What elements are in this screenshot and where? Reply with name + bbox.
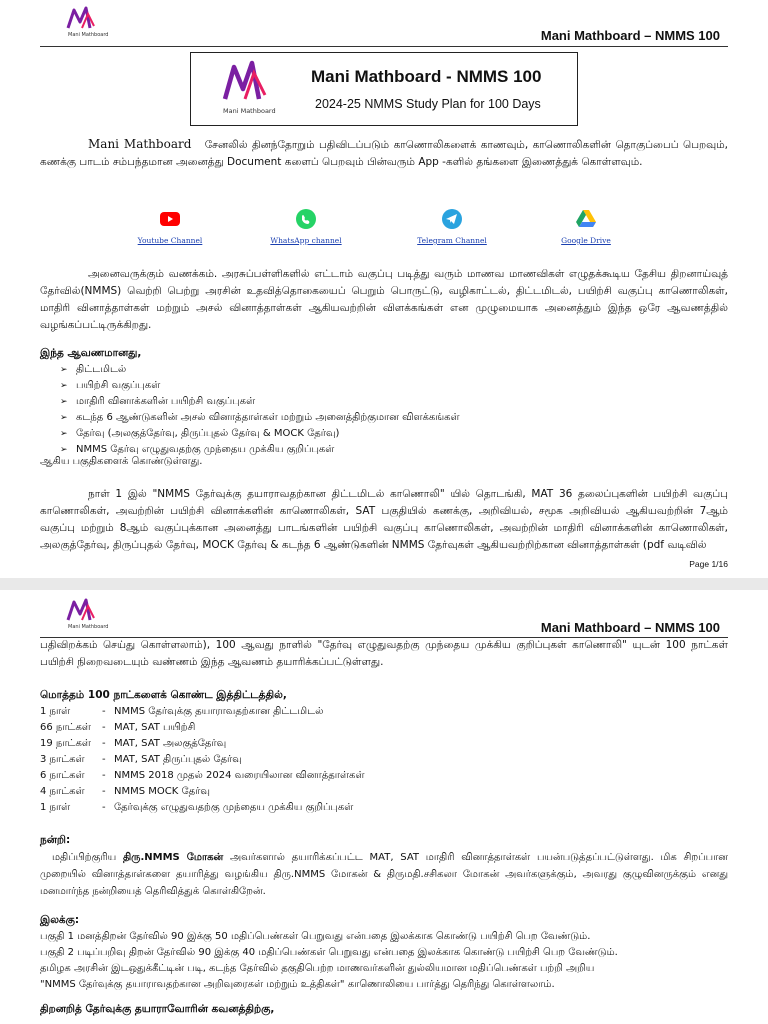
schedule-row: 4 நாட்கள் - NMMS MOCK தேர்வு — [40, 786, 210, 797]
header-divider — [40, 46, 728, 47]
list-item: ➢ பயிற்சி வகுப்புகள் — [60, 378, 460, 394]
title-box — [190, 52, 578, 126]
list-item: ➢ மாதிரி வினாக்களின் பயிற்சி வகுப்புகள் — [60, 394, 460, 410]
day-plan-paragraph: நாள் 1 இல் "NMMS தேர்வுக்கு தயாராவதற்கான திட்டமிடல் காணொலி" யில் தொடங்கி, MAT 36 தலைப்புகளின் பயிற்சி வகுப்பு காணொலிகள், அவற்றின் பயிற்சி வினாக்களின் காணொலிகள், SAT பகுதியில் கணக்கு, அறிவியல், சமூக அறிவியல் ஆகியவற்றின் 7ஆம் வகுப்பு மற்றும் 8ஆம் வகுப்புக்கான அனைத்து பாடங்களின் பயிற்சி வகுப்பு காணொலிகள், அவற்றின் மாதிரி வினாக்களின் காணொலிகள், அலகுத்தேர்வு, திருப்புதல் தேர்வு, MOCK தேர்வு & கடந்த 6 ஆண்டுகளின் NMMS தேர்வுகள் ஆகியவற்றிற்கான வினாத்தாள்கள் (pdf வடிவில் — [40, 488, 728, 551]
brand-name: Mani Mathboard — [88, 137, 192, 151]
google-drive-link[interactable]: Google Drive — [561, 236, 611, 245]
youtube-channel-link-group — [120, 208, 220, 245]
page-number: Page 1/16 — [689, 559, 728, 569]
list-item: ➢ NMMS தேர்வு எழுதுவதற்கு முந்தைய முக்கிய குறிப்புகள் — [60, 442, 460, 458]
goal-line: "NMMS தேர்வுக்கு தயாராவதற்கான அறிவுரைகள் மற்றும் உத்திகள்" காணொலியை பார்த்து தெரிந்து கொள்ளலாம். — [40, 979, 555, 990]
thanks-paragraph: மதிப்பிற்குரிய திரு.NMMS மோகன் அவர்களால் தயாரிக்கப்பட்ட MAT, SAT மாதிரி வினாத்தாள்கள் பயன்படுத்தப்பட்டுள்ளது. மிக சிறப்பான முறையில் வினாத்தாள்களை தயாரித்து வழங்கிய திரு.NMMS மோகன் & திருமதி.சசிகலா மோகன் அவர்களுக்கும், அவரது குழுவினருக்கும் எனது மனமார்ந்த நன்றியைத் தெரிவித்துக் கொள்கிறேன். — [40, 852, 728, 897]
goal-line: தமிழக அரசின் இடஒதுக்கீட்டின் படி, கடந்த தேர்வில் தகுதிபெற்ற மாணவர்களின் துல்லியமான மதிப்பெண்கள் பற்றி அறிய — [40, 963, 595, 974]
svg-text:Mani Mathboard: Mani Mathboard — [68, 32, 109, 38]
youtube-icon[interactable] — [159, 208, 181, 230]
schedule-list — [40, 704, 364, 816]
whatsapp-channel-link[interactable]: WhatsApp channel — [270, 236, 342, 245]
header-title: Mani Mathboard – NMMS 100 — [540, 28, 720, 43]
attention-heading: திறனறித் தேர்வுக்கு தயாராவோரின் கவனத்திற்கு, — [40, 1003, 275, 1015]
telegram-channel-link-group — [402, 208, 502, 245]
mani-mathboard-logo-icon — [221, 59, 276, 117]
whatsapp-icon[interactable] — [295, 208, 317, 230]
telegram-channel-link[interactable]: Telegram Channel — [417, 236, 487, 245]
google-drive-icon[interactable] — [575, 208, 597, 230]
schedule-heading: மொத்தம் 100 நாட்களைக் கொண்ட இத்திட்டத்தில், — [40, 689, 287, 701]
schedule-row: 19 நாட்கள் - MAT, SAT அலகுத்தேர்வு — [40, 738, 227, 749]
welcome-paragraph: அனைவருக்கும் வணக்கம். அரசுப்பள்ளிகளில் எட்டாம் வகுப்பு படித்து வரும் மாணவ மாணவிகள் எழுதக்கூடிய தேசிய திறனாய்வுத் தேர்வில்(NMMS) வெற்றி பெற்று அரசின் உதவித்தொகையைப் பெறும் பொருட்டு, வழிகாட்டல், திட்டமிடல், பயிற்சி வகுப்பு காணொலிகள், மாதிரி வினாத்தாள்கள் மற்றும் அசல் வினாத்தாள்கள் ஆகியவற்றின் விளக்கங்கள் என முழுமையாக அனைத்தும் இந்த ஒரே ஆவணத்தில் வழங்கப்பட்டிருக்கிறது. — [40, 268, 728, 331]
list-item: ➢ தேர்வு (அலகுத்தேர்வு, திருப்புதல் தேர்வு & MOCK தேர்வு) — [60, 426, 460, 442]
list-item: ➢ திட்டமிடல் — [60, 362, 460, 378]
intro-paragraph — [40, 136, 728, 171]
schedule-row: 1 நாள் - NMMS தேர்வுக்கு தயாராவதற்கான திட்டமிடல் — [40, 706, 324, 717]
contents-heading: இந்த ஆவணமானது, — [40, 347, 142, 359]
goal-line: பகுதி 2 படிப்பறிவு திறன் தேர்வில் 90 இக்கு 40 மதிப்பெண்கள் பெறுவது என்பதை இலக்காக கொண்டு பயிற்சி பெற வேண்டும். — [40, 947, 618, 958]
youtube-channel-link[interactable]: Youtube Channel — [137, 236, 203, 245]
contents-closing: ஆகிய பகுதிகளைக் கொண்டுள்ளது. — [40, 456, 203, 467]
document-title: Mani Mathboard - NMMS 100 — [311, 67, 542, 86]
list-item: ➢ கடந்த 6 ஆண்டுகளின் அசல் வினாத்தாள்கள் மற்றும் அனைத்திற்குமான விளக்கங்கள் — [60, 410, 460, 426]
schedule-row: 66 நாட்கள் - MAT, SAT பயிற்சி — [40, 722, 196, 733]
document-subtitle: 2024-25 NMMS Study Plan for 100 Days — [315, 97, 541, 111]
mani-mathboard-logo-icon — [64, 598, 109, 630]
thanks-heading: நன்றி: — [40, 834, 71, 846]
goal-line: பகுதி 1 மனத்திறன் தேர்வில் 90 இக்கு 50 மதிப்பெண்கள் பெறுவது என்பதை இலக்காக கொண்டு பயிற்சி பெற வேண்டும். — [40, 931, 591, 942]
contents-list — [60, 362, 460, 458]
intro-text: சேனலில் தினந்தோறும் பதிவிடப்படும் காணொலிகளைக் காணவும், காணொலிகளின் தொகுப்பைப் பெறவும், கணக்கு பாடம் சம்பந்தமான அனைத்து Document களைப் பெறவும் பின்வரும் App -களில் தங்களை இணைத்துக் கொள்ளவும். — [40, 139, 728, 168]
mani-mathboard-logo-icon — [64, 6, 109, 38]
svg-text:Mani Mathboard: Mani Mathboard — [223, 107, 276, 115]
day-plan-continued: பதிவிறக்கம் செய்து கொள்ளலாம்), 100 ஆவது நாளில் "தேர்வு எழுதுவதற்கு முந்தைய முக்கிய குறிப்புகள் காணொலி" யுடன் 100 நாட்கள் பயிற்சி நிறைவடையும் வண்ணம் இந்த ஆவணம் தயாரிக்கப்பட்டுள்ளது. — [40, 639, 728, 668]
goals-list — [40, 929, 728, 993]
document-page-2 — [0, 590, 768, 1024]
google-drive-link-group — [536, 208, 636, 245]
goals-heading: இலக்கு: — [40, 914, 80, 926]
svg-text:Mani Mathboard: Mani Mathboard — [68, 624, 109, 630]
schedule-row: 1 நாள் - தேர்வுக்கு எழுதுவதற்கு முந்தைய முக்கிய குறிப்புகள் — [40, 802, 354, 813]
telegram-icon[interactable] — [441, 208, 463, 230]
thanks-name: திரு.NMMS மோகன் — [122, 852, 224, 863]
schedule-row: 6 நாட்கள் - NMMS 2018 முதல் 2024 வரையிலான வினாத்தாள்கள் — [40, 770, 365, 781]
whatsapp-channel-link-group — [256, 208, 356, 245]
header-title: Mani Mathboard – NMMS 100 — [540, 620, 720, 635]
schedule-row: 3 நாட்கள் - MAT, SAT திருப்புதல் தேர்வு — [40, 754, 242, 765]
channel-links — [120, 208, 640, 252]
